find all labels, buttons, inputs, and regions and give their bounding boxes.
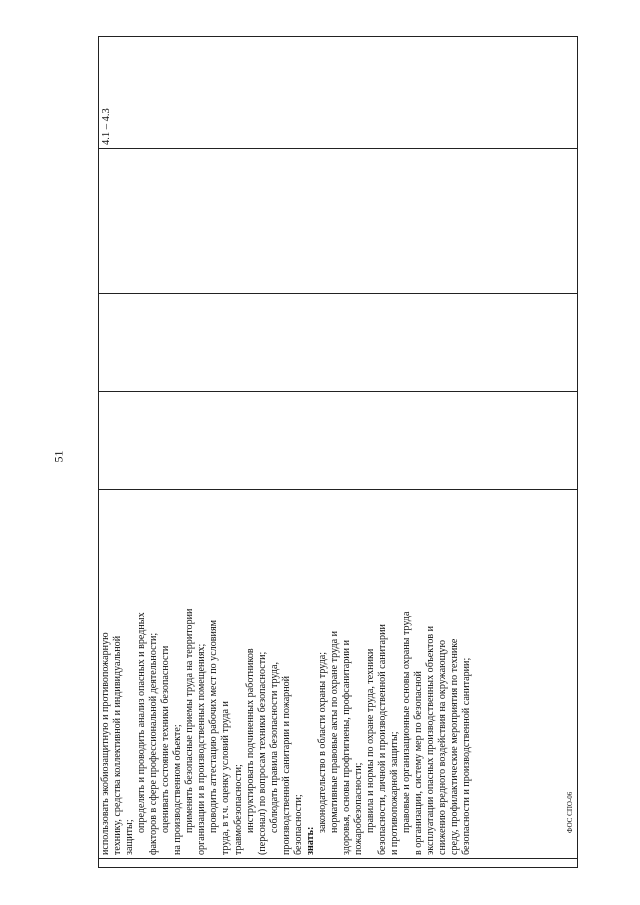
competency-line: снижению вредного воздействия на окружающую: [437, 639, 449, 855]
competency-line: законодательство в области охраны труда;: [316, 651, 328, 833]
competency-line: правовые и организационные основы охраны труда: [401, 611, 413, 833]
footer-document-code: ФОС СПО-06: [566, 791, 574, 833]
rotated-table-wrapper: [98, 43, 578, 868]
competency-line: пожаробезопасности;: [352, 762, 364, 855]
competency-line: и противопожарной защиты;: [389, 731, 401, 855]
competency-line: безопасности, личной и производственной санитарии: [377, 624, 389, 855]
competency-heading-know: знать:: [304, 826, 316, 855]
competency-line: травмобезопасности;: [232, 764, 244, 855]
table-cell-empty-4: [99, 149, 578, 294]
competency-line: правила и нормы по охране труда, техники: [365, 648, 377, 833]
competency-line: эксплуатации опасных производственных объектов и: [425, 625, 437, 855]
page-number: 51: [51, 450, 66, 462]
competency-text: [99, 490, 473, 858]
competency-line: технику, средства коллективной и индивидуальной: [112, 635, 124, 855]
competency-line: (персонал) по вопросам техники безопасности;: [256, 651, 268, 855]
competency-line: в организации, систему мер по безопасной: [413, 671, 425, 855]
competency-line: производственной санитарии и пожарной: [280, 675, 292, 855]
competency-line: факторов в сфере профессиональной деятельности;: [148, 632, 160, 855]
competency-line: на производственном объекте;: [172, 724, 184, 855]
table-row: [99, 37, 578, 868]
competency-line: защиты;: [124, 819, 136, 855]
table-cell-competencies: [99, 490, 578, 859]
assessment-table: [98, 36, 578, 868]
result-codes: 4.1 – 4.3: [101, 108, 112, 145]
table-cell-result-codes: [99, 37, 578, 149]
competency-line: оценивать состояние техники безопасности: [160, 645, 172, 833]
competency-line: труда, в т.ч. оценку условий труда и: [220, 701, 232, 855]
competency-line: безопасности;: [292, 794, 304, 855]
competency-line: среду, профилактические мероприятия по технике: [449, 638, 461, 855]
competency-line: безопасности и производственной санитарии;: [461, 657, 473, 855]
competency-line: организации и в производственных помещениях;: [196, 643, 208, 855]
competency-line: здоровья, основы профгигиены, профсанитарии и: [340, 640, 352, 855]
table-cell-empty-1: [99, 859, 578, 868]
competency-line: инструктировать подчиненных работников: [244, 648, 256, 833]
table-cell-empty-3: [99, 294, 578, 392]
competency-line: применять безопасные приемы труда на территории: [184, 608, 196, 833]
competency-line: проводить аттестацию рабочих мест по условиям: [208, 620, 220, 833]
competency-line: определять и проводить анализ опасных и вредных: [136, 612, 148, 833]
table-cell-empty-2: [99, 392, 578, 490]
competency-line: соблюдать правила безопасности труда,: [268, 662, 280, 833]
competency-line: нормативные правовые акты по охране труда и: [328, 631, 340, 833]
competency-line: использовать экобиозащитную и противопожарную: [100, 632, 111, 855]
